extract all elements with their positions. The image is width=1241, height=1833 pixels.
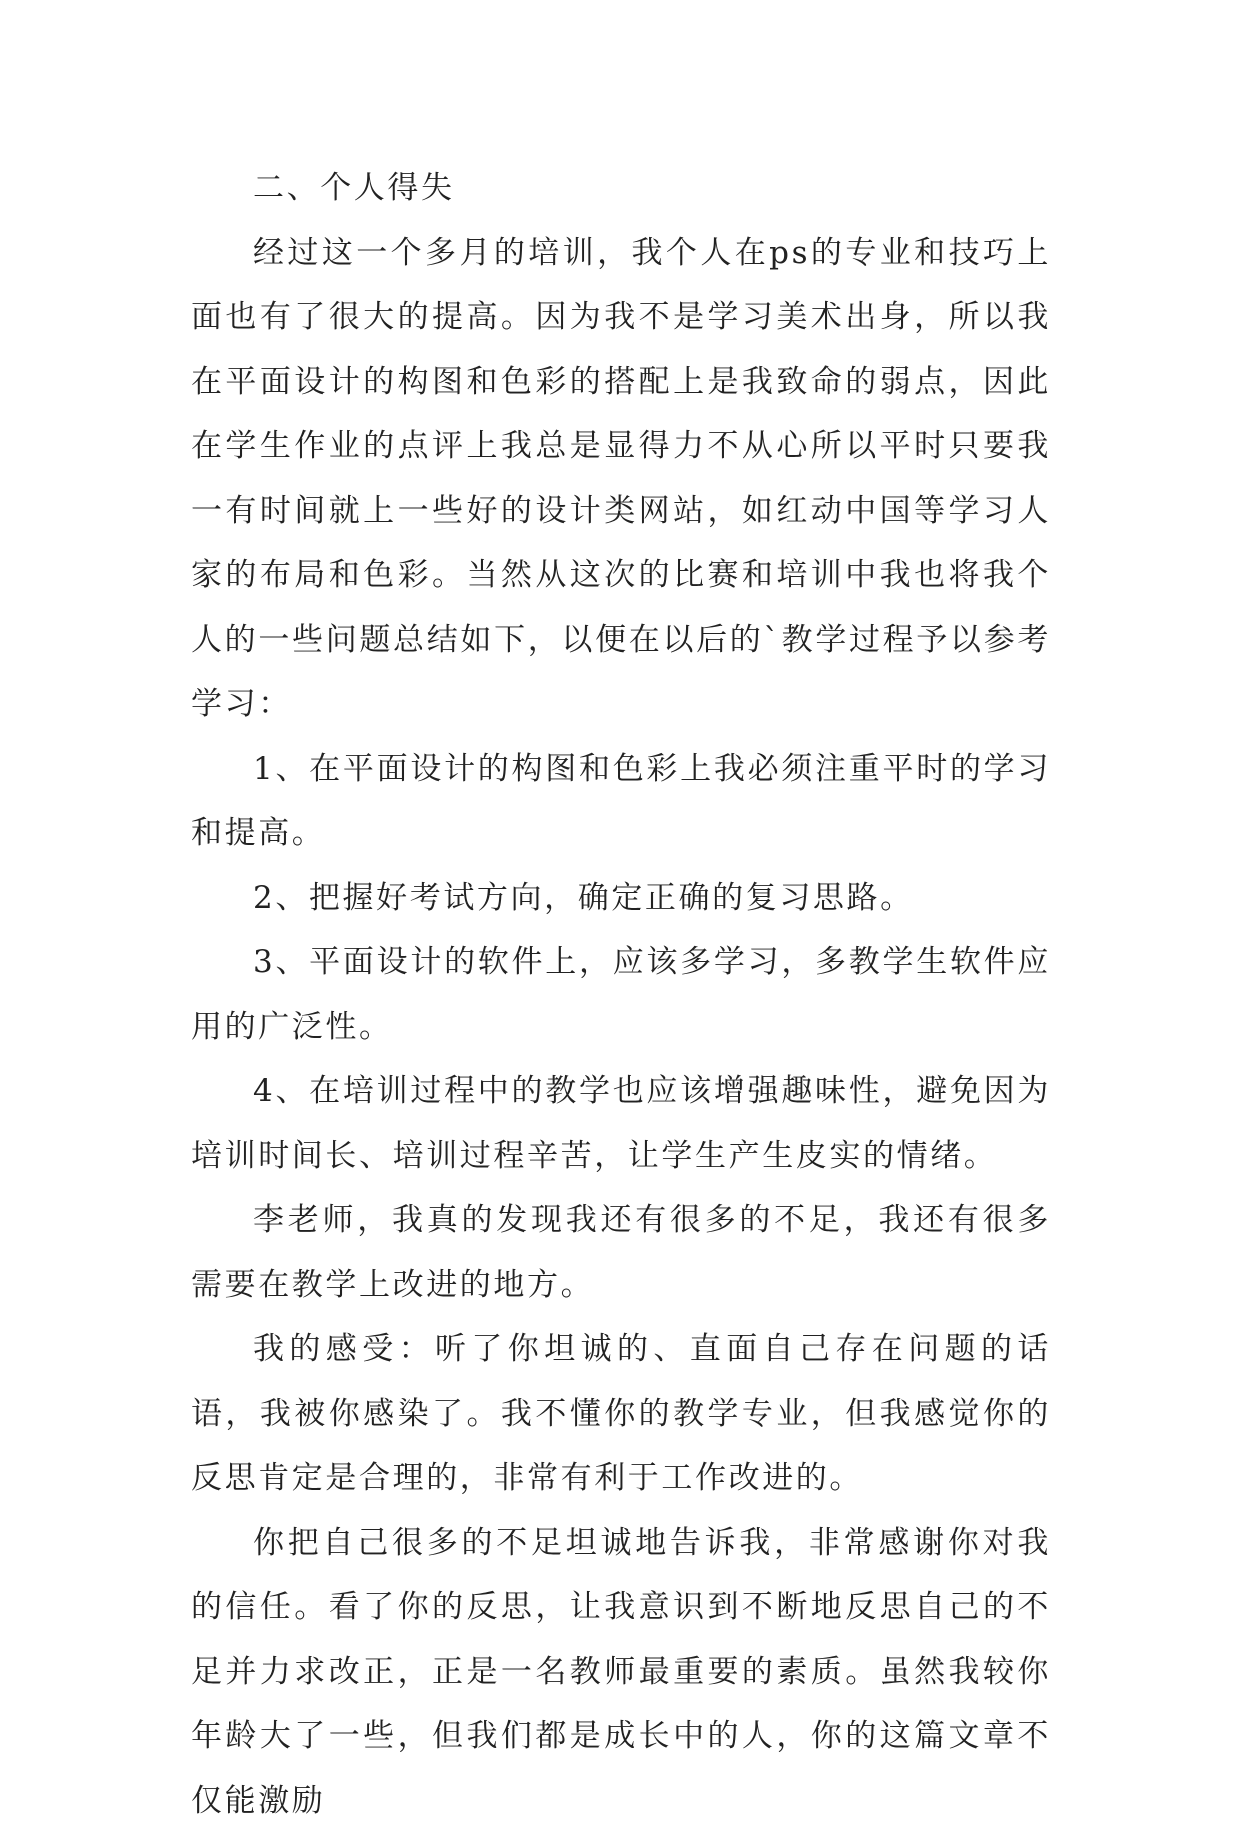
list-item: 2、把握好考试方向，确定正确的复习思路。 xyxy=(191,866,1051,931)
paragraph: 李老师，我真的发现我还有很多的不足，我还有很多需要在教学上改进的地方。 xyxy=(191,1188,1051,1317)
paragraph: 我的感受：听了你坦诚的、直面自己存在问题的话语，我被你感染了。我不懂你的教学专业，但我感觉你的反思肯定是合理的，非常有利于工作改进的。 xyxy=(191,1317,1051,1511)
document-body xyxy=(191,156,1051,1833)
paragraph: 你把自己很多的不足坦诚地告诉我，非常感谢你对我的信任。看了你的反思，让我意识到不断地反思自己的不足并力求改正，正是一名教师最重要的素质。虽然我较你年龄大了一些，但我们都是成长中的人，你的这篇文章不仅能激励 xyxy=(191,1511,1051,1833)
section-heading: 二、个人得失 xyxy=(191,156,1051,221)
paragraph: 经过这一个多月的培训，我个人在ps的专业和技巧上面也有了很大的提高。因为我不是学习美术出身，所以我在平面设计的构图和色彩的搭配上是我致命的弱点，因此在学生作业的点评上我总是显得力不从心所以平时只要我一有时间就上一些好的设计类网站，如红动中国等学习人家的布局和色彩。当然从这次的比赛和培训中我也将我个人的一些问题总结如下，以便在以后的`教学过程予以参考学习： xyxy=(191,221,1051,737)
list-item: 4、在培训过程中的教学也应该增强趣味性，避免因为培训时间长、培训过程辛苦，让学生产生皮实的情绪。 xyxy=(191,1059,1051,1188)
list-item: 3、平面设计的软件上，应该多学习，多教学生软件应用的广泛性。 xyxy=(191,930,1051,1059)
list-item: 1、在平面设计的构图和色彩上我必须注重平时的学习和提高。 xyxy=(191,737,1051,866)
